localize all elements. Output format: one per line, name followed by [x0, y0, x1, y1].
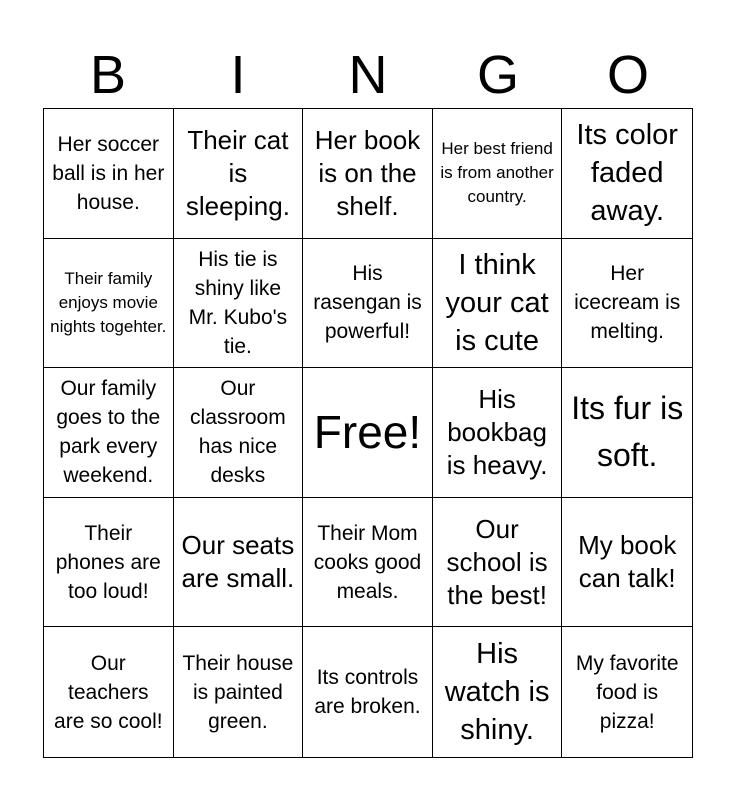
- bingo-cell-r1c5[interactable]: [562, 109, 692, 239]
- bingo-cell-r3c1[interactable]: [44, 368, 174, 498]
- bingo-cell-r1c3[interactable]: [303, 109, 433, 239]
- cell-text: His tie is shiny like Mr. Kubo's tie.: [188, 247, 288, 358]
- cell-text: Her soccer ball is in her house.: [52, 132, 165, 214]
- bingo-cell-r3c2[interactable]: [174, 368, 304, 498]
- bingo-cell-r2c5[interactable]: [562, 239, 692, 369]
- cell-text: Our school is the best!: [446, 513, 548, 610]
- bingo-cell-r5c5[interactable]: [562, 627, 692, 757]
- cell-text: Our seats are small.: [181, 530, 295, 594]
- bingo-cell-r4c1[interactable]: [44, 498, 174, 628]
- cell-text: Its color faded away.: [576, 119, 678, 228]
- cell-text: Its controls are broken.: [314, 666, 421, 719]
- bingo-cell-r4c4[interactable]: [433, 498, 563, 628]
- cell-text: His watch is shiny.: [444, 638, 550, 747]
- bingo-cell-r2c1[interactable]: [44, 239, 174, 369]
- header-letter-i: I: [230, 45, 246, 105]
- cell-text: Her icecream is melting.: [574, 262, 681, 344]
- cell-text: My book can talk!: [578, 530, 677, 594]
- bingo-cell-r4c2[interactable]: [174, 498, 304, 628]
- bingo-cell-r4c3[interactable]: [303, 498, 433, 628]
- cell-text: His rasengan is powerful!: [313, 262, 422, 344]
- cell-text: His bookbag is heavy.: [446, 383, 548, 480]
- bingo-cell-r2c4[interactable]: [433, 239, 563, 369]
- header-letter-b: B: [89, 45, 127, 105]
- cell-text: Their phones are too loud!: [55, 521, 161, 603]
- cell-text: I think your cat is cute: [445, 248, 549, 357]
- bingo-grid: [43, 108, 693, 758]
- bingo-cell-r4c5[interactable]: [562, 498, 692, 628]
- bingo-cell-r1c1[interactable]: [44, 109, 174, 239]
- bingo-cell-r1c2[interactable]: [174, 109, 304, 239]
- cell-text: Her book is on the shelf.: [314, 124, 421, 221]
- bingo-cell-r5c2[interactable]: [174, 627, 304, 757]
- cell-text: Our classroom has nice desks: [190, 377, 286, 488]
- cell-text: Our family goes to the park every weekend.: [56, 377, 161, 488]
- header-letter-g: G: [476, 45, 519, 105]
- bingo-cell-r3c5[interactable]: [562, 368, 692, 498]
- bingo-cell-r2c2[interactable]: [174, 239, 304, 369]
- cell-text: My favorite food is pizza!: [575, 651, 679, 733]
- bingo-cell-r5c3[interactable]: [303, 627, 433, 757]
- cell-text: Their house is painted green.: [182, 651, 294, 733]
- cell-text: Her best friend is from another country.: [440, 139, 554, 207]
- header-letter-o: O: [606, 45, 649, 105]
- bingo-cell-r5c1[interactable]: [44, 627, 174, 757]
- header-letter-n: N: [348, 45, 388, 105]
- bingo-cell-r2c3[interactable]: [303, 239, 433, 369]
- bingo-free-space[interactable]: [303, 368, 433, 498]
- cell-text: Its fur is soft.: [571, 390, 684, 474]
- bingo-header: [43, 42, 693, 108]
- cell-text: Their cat is sleeping.: [185, 124, 290, 221]
- cell-text: Their family enjoys movie nights togehter.: [50, 268, 167, 336]
- bingo-cell-r5c4[interactable]: [433, 627, 563, 757]
- bingo-cell-r3c4[interactable]: [433, 368, 563, 498]
- cell-text: Their Mom cooks good meals.: [313, 521, 422, 603]
- bingo-cell-r1c4[interactable]: [433, 109, 563, 239]
- cell-text: Our teachers are so cool!: [54, 651, 163, 733]
- cell-text: Free!: [313, 406, 422, 459]
